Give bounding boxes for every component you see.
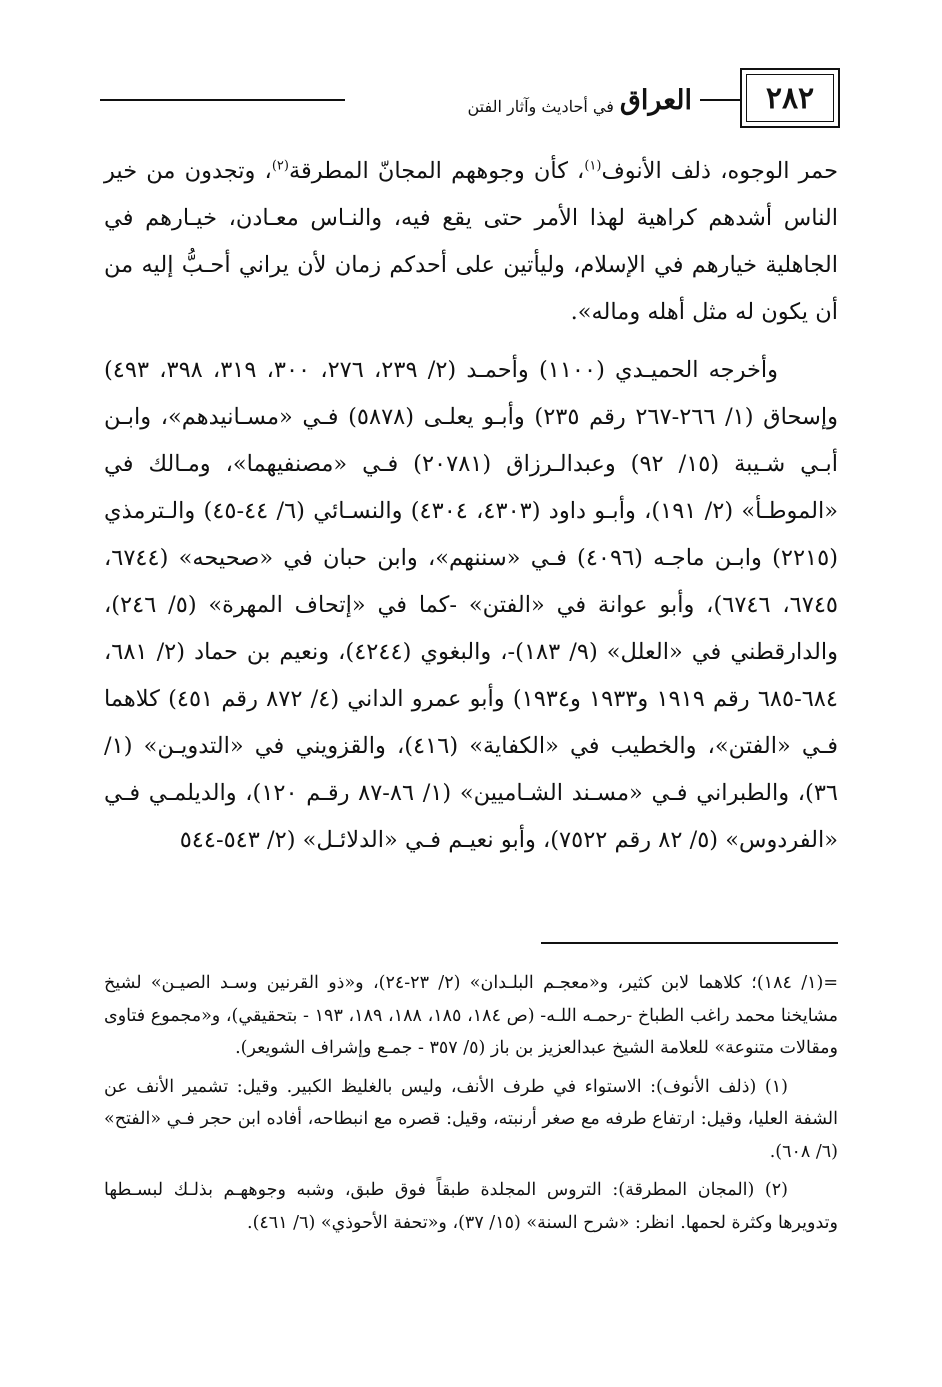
- footnote-continuation: =(١/ ١٨٤)؛ كلاهما لابن كثير، و«معجـم البلـدان» (٢/ ٢٣-٢٤)، و«ذو القرنين وسـد الصيـن» لشيخ مشايخنا محمد راغب الطباخ -رحمـه اللـه- (ص ١٨٤، ١٨٥، ١٨٨، ١٨٩، ١٩٣ - بتحقيقي)، و«مجموع فتاوى ومقالات متنوعة» للعلامة الشيخ عبدالعزيز بن باز (٥/ ٣٥٧ - جمـع وإشراف الشويعر).: [104, 973, 839, 1058]
- paragraph-text-part: ، وتجدون من خير الناس أشدهم كراهية لهذا الأمر حتى يقع فيه، والنـاس معـادن، خيـارهم في الجاهلية خيارهم في الإسلام، وليأتين على أحدكم زمان لأن يراني أحـبُّ إليه من أن يكون له مثل أهله وماله».: [104, 158, 838, 325]
- footnote-2: (٢) (المجان المطرقة): التروس المجلدة طبقاً فوق طبق، وشبه وجوههـم بذلـك لبسـطها وتدويرها وكثرة لحمها. انظر: «شرح السنة» (١٥/ ٣٧)، و«تحفة الأحوذي» (٦/ ٤٦١).: [104, 1180, 838, 1233]
- paragraph-text-part: ، كأن وجوههم المجانّ المطرقة: [288, 158, 585, 184]
- footnote-1: (١) (ذلف الأنوف): الاستواء في طرف الأنف، وليس بالغليظ الكبير. وقيل: تشمير الأنف عن الشفة العليا، وقيل: ارتفاع طرفه مع صغر أرنبته، وقيل: قصره مع انبطاحه، أفاده ابن حجر فـي «الفتح» (٦/ ٦٠٨).: [104, 1076, 838, 1162]
- header-rule-left: [100, 99, 345, 101]
- takhrij-paragraph: وأخرجه الحميـدي (١١٠٠) وأحمـد (٢/ ٢٣٩، ٢٧٦، ٣٠٠، ٣١٩، ٣٩٨، ٤٩٣) وإسحاق (١/ ٢٦٦-٢٦٧ رقم ٢٣٥) وأبـو يعلـى (٥٨٧٨) فـي «مسـانيدهم»، وابـن أبـي شـيبة (١٥/ ٩٢) وعبدالـرزاق (٢٠٧٨١) فـي «مصنفيهما»، ومـالك في «الموطـأ» (٢/ ١٩١)، وأبـو داود (٤٣٠٣، ٤٣٠٤) والنسـائي (٦/ ٤٤-٤٥) والـترمذي (٢٢١٥) وابـن ماجـه (٤٠٩٦) فـي «سننهم»، وابن حبان في «صحيحه» (٦٧٤٤، ٦٧٤٥، ٦٧٤٦)، وأبو عوانة في «الفتن» -كما في «إتحاف المهرة» (٥/ ٢٤٦)، والدارقطني في «العلل» (٩/ ١٨٣)-، والبغوي (٤٢٤٤)، ونعيم بن حماد (٢/ ٦٨١، ٦٨٤-٦٨٥ رقم ١٩١٩ و١٩٣٣ و١٩٣٤) وأبو عمرو الداني (٤/ ٨٧٢ رقم ٤٥١) كلاهما فـي «الفتن»، والخطيب في «الكفاية» (٤١٦)، والقزويني في «التدويـن» (١/ ٣٦)، والطبراني فـي «مسـند الشـاميين» (١/ ٨٦-٨٧ رقـم ١٢٠)، والديلمـي فـي «الفردوس» (٥/ ٨٢ رقم ٧٥٢٢)، وأبو نعيـم فـي «الدلائـل» (٢/ ٥٤٣-٥٤٤: [104, 357, 839, 853]
- paragraph-text-part: حمر الوجوه، ذلف الأنوف: [601, 158, 838, 184]
- page-number: ٢٨٢: [746, 74, 834, 122]
- book-subtitle: في أحاديث وآثار الفتن: [467, 97, 614, 116]
- hadith-paragraph: [104, 148, 838, 336]
- running-title: [468, 76, 693, 116]
- footnotes: [104, 967, 838, 1239]
- header-rule-right: [700, 99, 740, 101]
- page-number-box: [740, 68, 840, 128]
- book-title: العراق: [619, 85, 692, 116]
- main-text: [104, 148, 838, 864]
- running-header: [100, 68, 840, 132]
- footnote-ref-2: (٢): [271, 158, 289, 174]
- footnote-ref-1: (١): [584, 158, 602, 174]
- footnote-separator: [541, 942, 838, 944]
